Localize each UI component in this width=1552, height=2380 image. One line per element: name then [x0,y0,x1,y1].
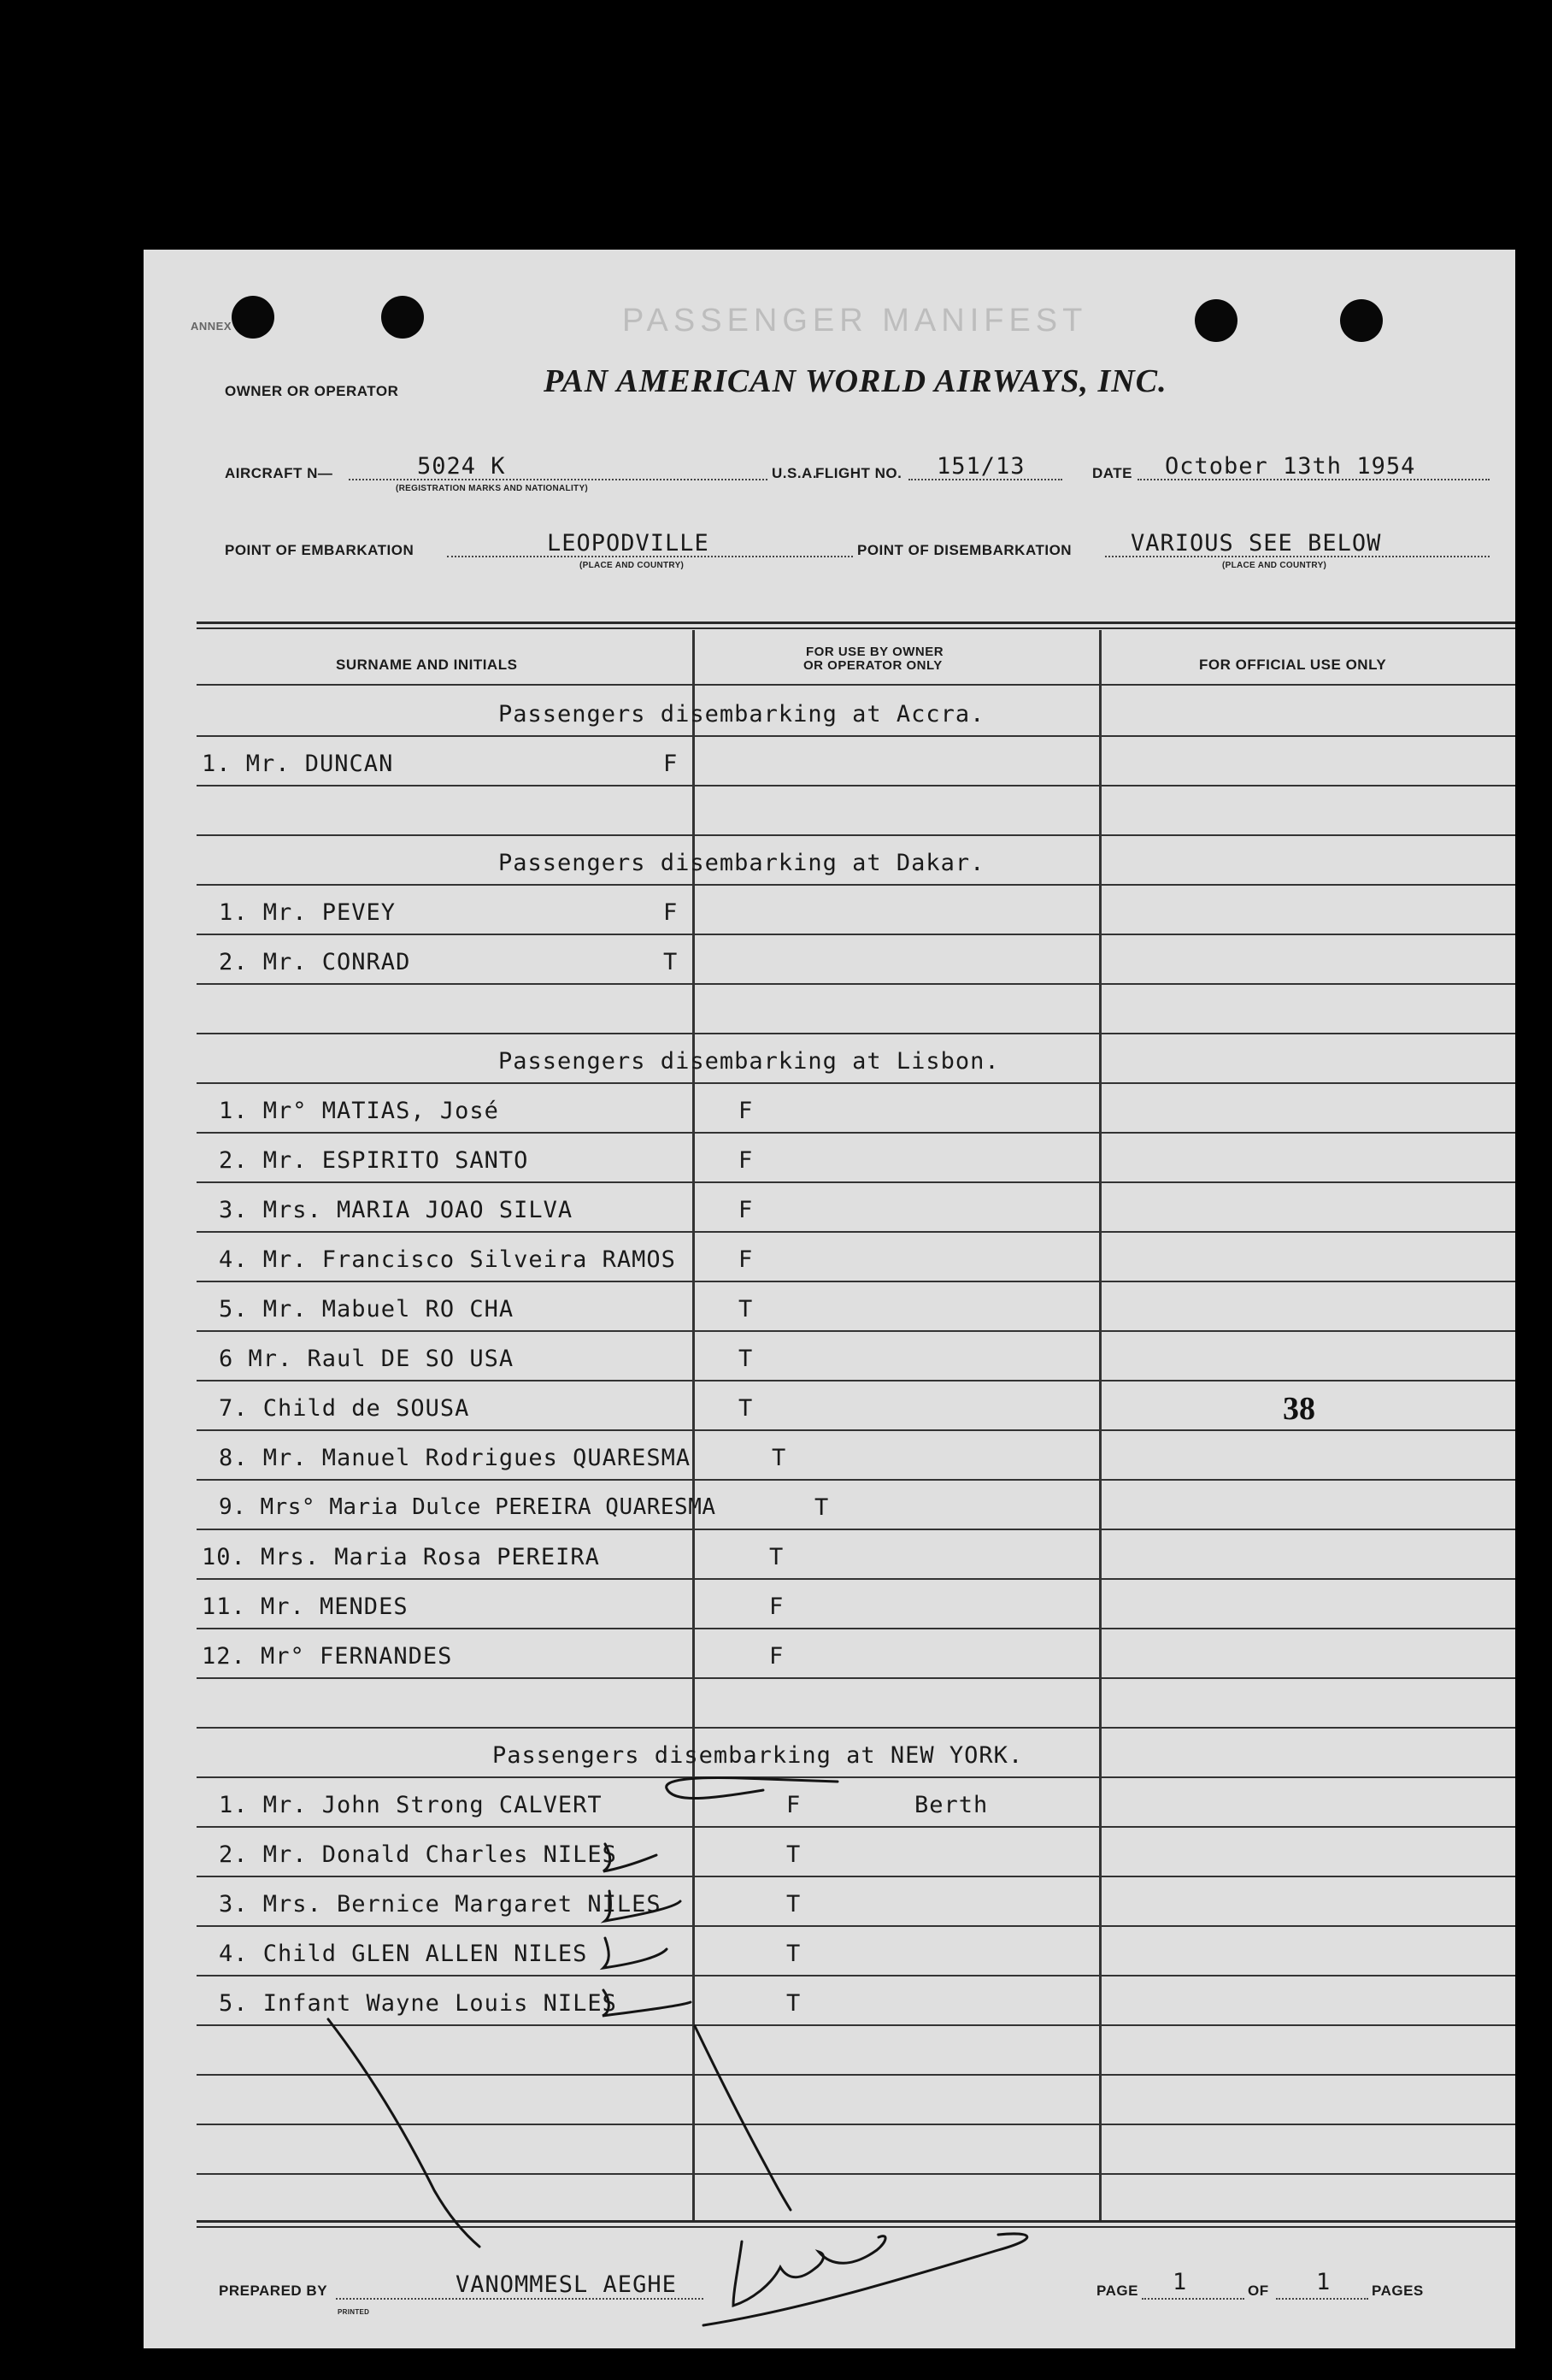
passenger-code: T [738,1346,754,1372]
aircraft-sub: (REGISTRATION MARKS AND NATIONALITY) [396,484,589,493]
prepared-by-value: VANOMMESL AEGHE [456,2271,677,2298]
passenger-name: 9. Mrs° Maria Dulce PEREIRA QUARESMA [219,1494,716,1520]
aircraft-label: AIRCRAFT N— [225,465,333,481]
date-label: DATE [1092,465,1133,481]
cancel-stroke [695,2026,791,2210]
flight-label: FLIGHT NO. [815,465,902,481]
check-mark [605,1891,680,1921]
column-header-surname: SURNAME AND INITIALS [336,657,518,673]
passenger-code: F [663,751,679,777]
passenger-name: 5. Infant Wayne Louis NILES [219,1990,617,2017]
manifest-sheet [144,250,1515,2348]
passenger-name: 4. Child GLEN ALLEN NILES [219,1941,588,1967]
owner-label: OWNER OR OPERATOR [225,383,399,399]
passenger-code: F [738,1246,754,1273]
passenger-name: 1. Mr° MATIAS, José [219,1098,499,1124]
passenger-name: 3. Mrs. MARIA JOAO SILVA [219,1197,573,1223]
disembark-label: POINT OF DISEMBARKATION [857,542,1073,558]
passenger-code: T [786,1891,802,1918]
passenger-name: 2. Mr. ESPIRITO SANTO [219,1147,529,1174]
passenger-name: 3. Mrs. Bernice Margaret NILES [219,1891,661,1918]
of-value: 1 [1316,2269,1332,2295]
check-mark [603,1938,667,1968]
prepared-by-label: PREPARED BY [219,2283,328,2299]
passenger-name: 11. Mr. MENDES [202,1594,409,1620]
aircraft-value: 5024 K [417,453,506,480]
passenger-code: F [786,1792,802,1818]
passenger-code: T [814,1494,830,1521]
signature-stroke [733,2236,885,2306]
passenger-name: 1. Mr. John Strong CALVERT [219,1792,603,1818]
page-value: 1 [1173,2269,1188,2295]
passenger-code: F [663,899,679,926]
annex-label: ANNEX [191,320,232,333]
passenger-name: 1. Mr. PEVEY [219,899,397,926]
passenger-code: T [772,1445,787,1471]
passenger-name: 12. Mr° FERNANDES [202,1643,453,1670]
passenger-code: T [786,1941,802,1967]
handwritten-marks [144,250,1515,2348]
passenger-code: T [663,949,679,975]
passenger-name: 7. Child de SOUSA [219,1395,470,1422]
signature-stroke [703,2234,1027,2325]
passenger-name: 8. Mr. Manuel Rodrigues QUARESMA [219,1445,691,1471]
passenger-name: 2. Mr. CONRAD [219,949,411,975]
pages-label: PAGES [1372,2283,1424,2299]
passenger-name: 6 Mr. Raul DE SO USA [219,1346,514,1372]
passenger-code: T [738,1296,754,1323]
passenger-name: 1. Mr. DUNCAN [202,751,394,777]
column-header-official: FOR OFFICIAL USE ONLY [1199,657,1387,673]
passenger-code: T [786,1841,802,1868]
section-heading-accra: Passengers disembarking at Accra. [498,701,985,728]
column-header-owner-2: OR OPERATOR ONLY [803,658,943,673]
owner-value: PAN AMERICAN WORLD AIRWAYS, INC. [544,363,1167,399]
section-heading-dakar: Passengers disembarking at Dakar. [498,850,985,876]
passenger-code: F [738,1098,754,1124]
passenger-code: F [738,1147,754,1174]
section-heading-lisbon: Passengers disembarking at Lisbon. [498,1048,1000,1075]
passenger-name: 2. Mr. Donald Charles NILES [219,1841,617,1868]
passenger-note: Berth [914,1792,989,1818]
passenger-name: 10. Mrs. Maria Rosa PEREIRA [202,1544,600,1570]
column-header-owner-1: FOR USE BY OWNER [806,645,944,659]
check-mark [603,1990,691,2016]
embark-sub: (PLACE AND COUNTRY) [579,561,685,570]
of-label: OF [1248,2283,1269,2299]
passenger-code: T [769,1544,785,1570]
printed-mark: PRINTED [338,2308,370,2316]
passenger-code: F [769,1643,785,1670]
flight-value: 151/13 [937,453,1026,480]
passenger-code: F [738,1197,754,1223]
section-heading-newyork: Passengers disembarking at NEW YORK. [492,1742,1024,1769]
usa-label: U.S.A. [772,465,818,481]
passenger-name: 4. Mr. Francisco Silveira RAMOS [219,1246,676,1273]
embark-label: POINT OF EMBARKATION [225,542,414,558]
passenger-code: T [786,1990,802,2017]
cancel-stroke [328,2019,479,2247]
disembark-value: VARIOUS SEE BELOW [1131,530,1382,557]
date-value: October 13th 1954 [1165,453,1416,480]
embark-value: LEOPODVILLE [547,530,709,557]
form-title: PASSENGER MANIFEST [622,303,1088,339]
passenger-name: 5. Mr. Mabuel RO CHA [219,1296,514,1323]
check-mark [603,1844,656,1871]
check-mark [667,1778,838,1799]
official-use-stamp: 38 [1283,1391,1315,1427]
disembark-sub: (PLACE AND COUNTRY) [1222,561,1327,570]
passenger-code: F [769,1594,785,1620]
passenger-code: T [738,1395,754,1422]
page-label: PAGE [1096,2283,1138,2299]
